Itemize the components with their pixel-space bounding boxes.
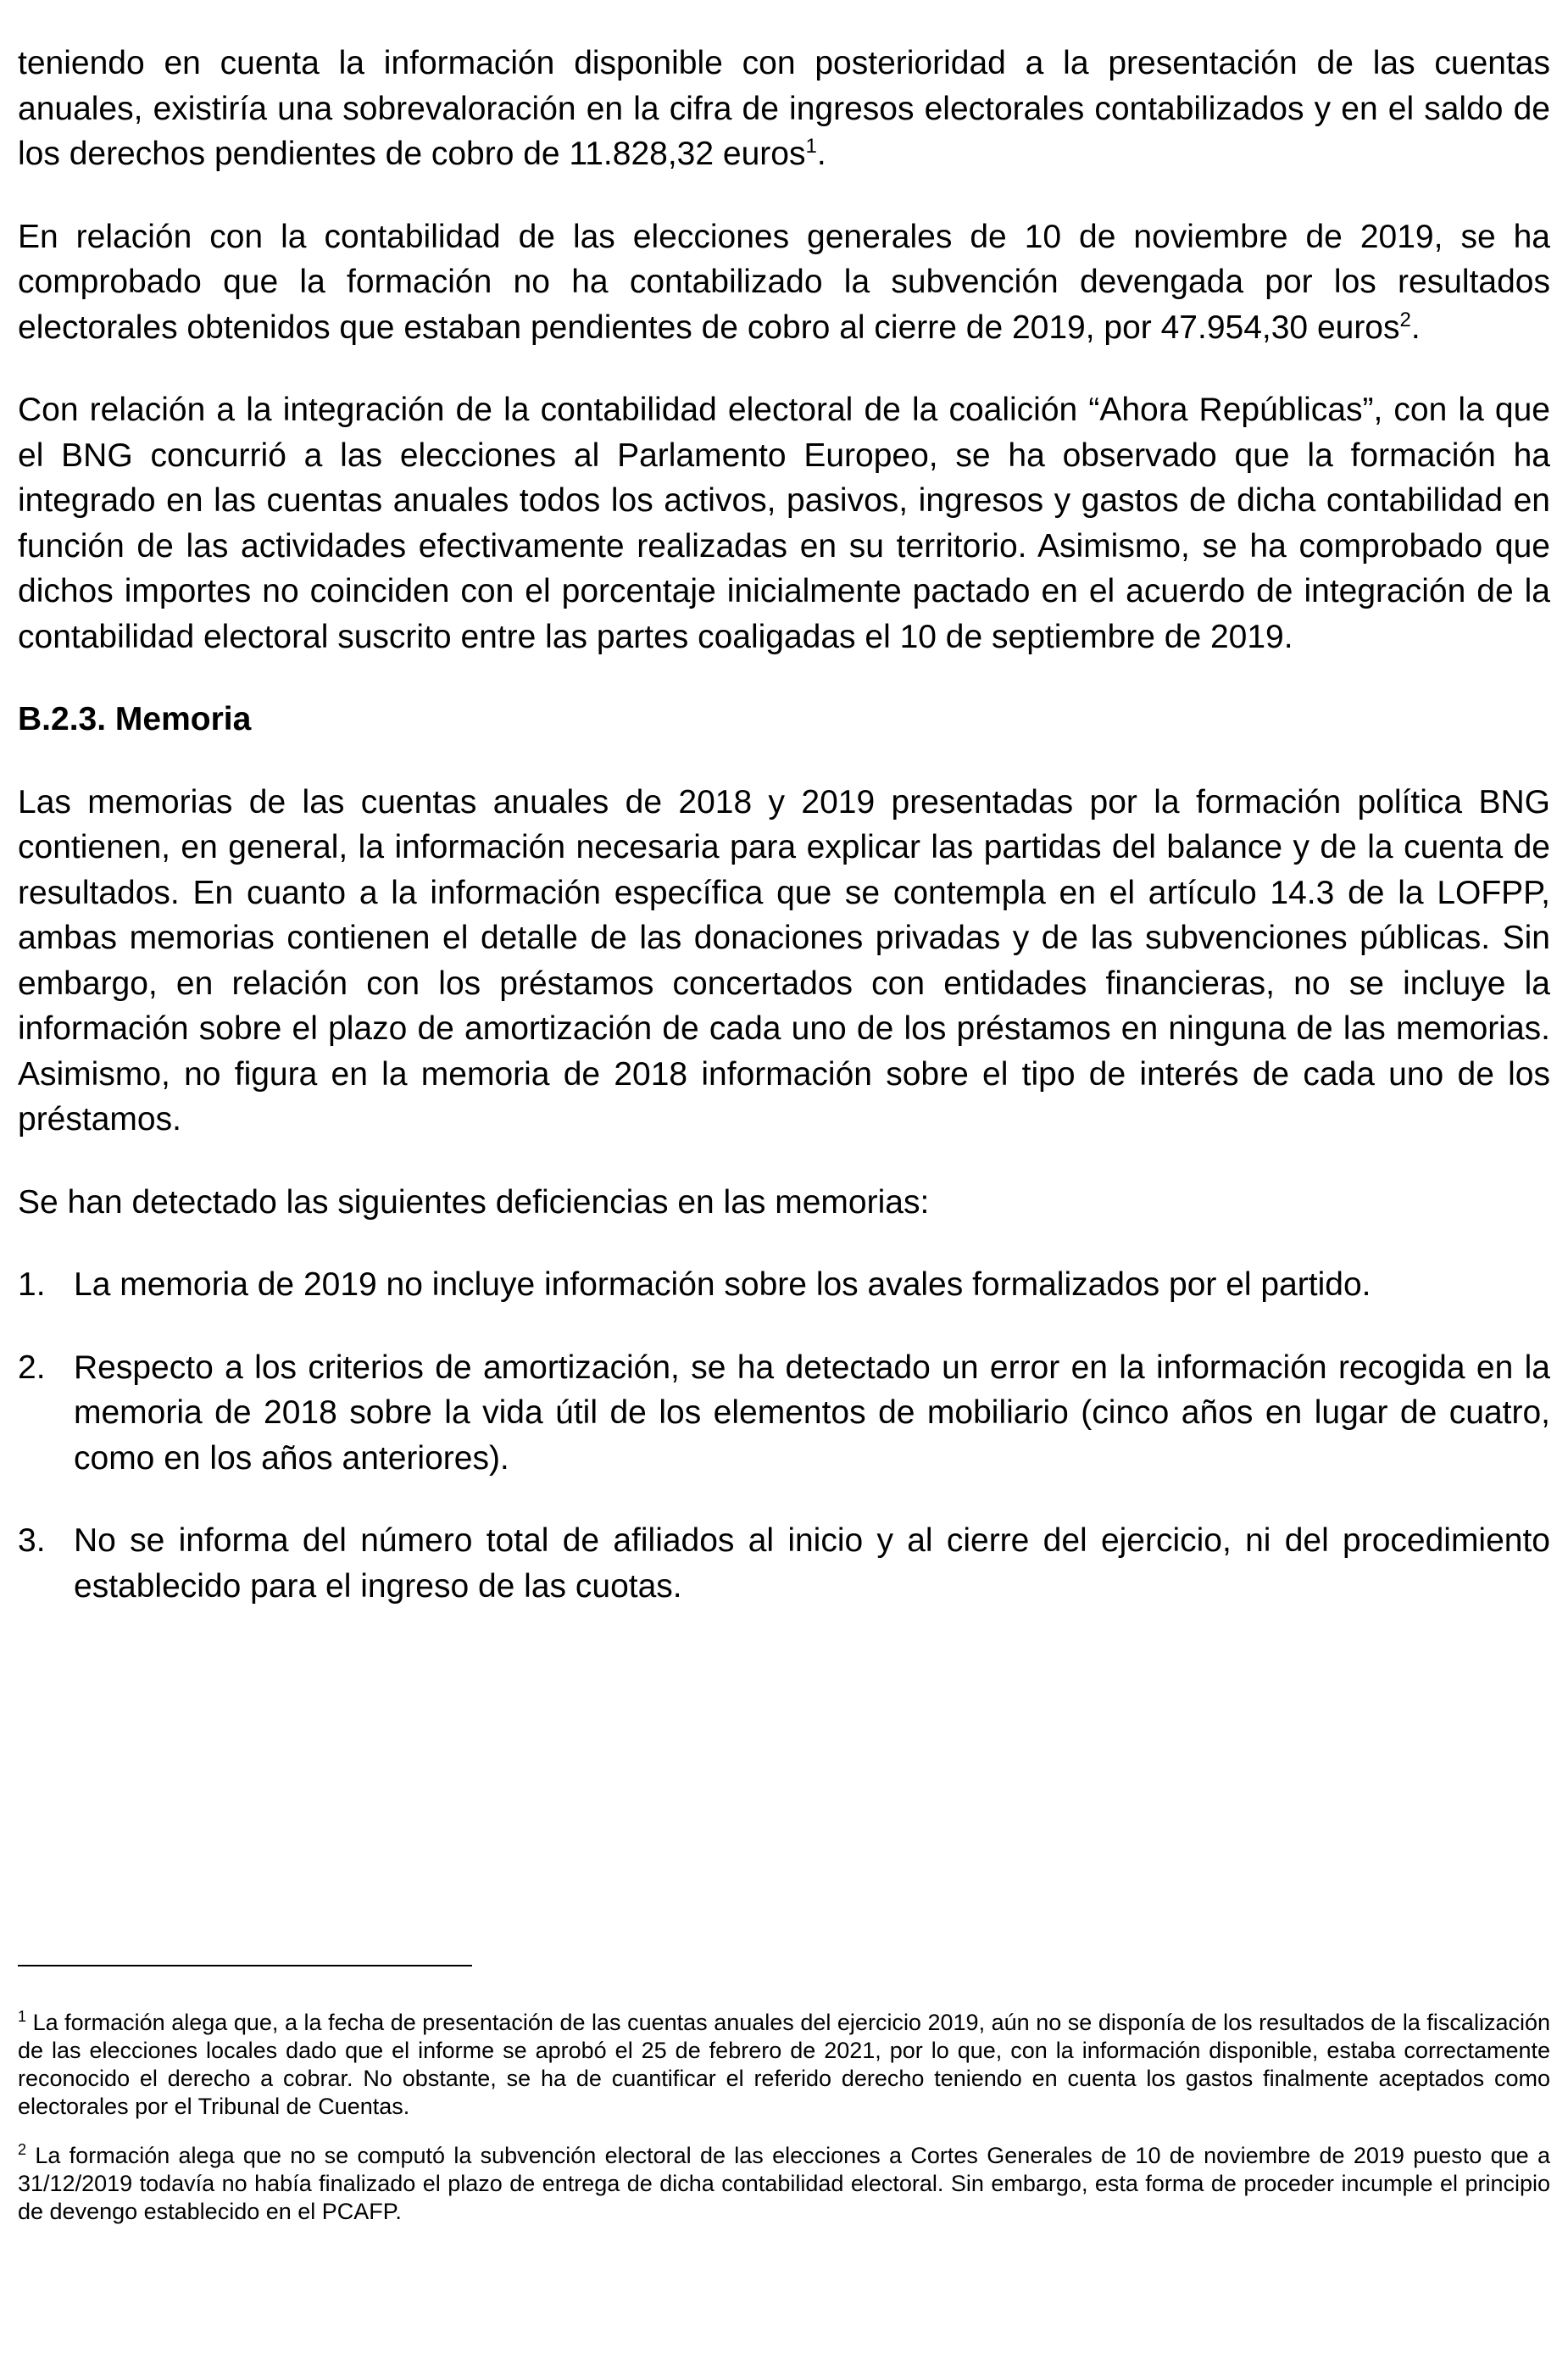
list-item bbox=[18, 1518, 1550, 1609]
paragraph-elecciones-generales bbox=[18, 214, 1550, 351]
paragraph-ingresos-sobrevaloracion bbox=[18, 41, 1550, 177]
footnote-ref-1[interactable]: 1 bbox=[805, 135, 817, 158]
list-item bbox=[18, 1262, 1550, 1308]
list-item-number: 1. bbox=[18, 1266, 46, 1303]
paragraph-tail: . bbox=[816, 136, 826, 172]
paragraph-text: teniendo en cuenta la información disponible con posterioridad a la presentación de las cuentas anuales, existiría una sobrevaloración en la cifra de ingresos electorales contabilizados y en el saldo de los derechos pendientes de cobro de 11.828,32 euros bbox=[18, 45, 1550, 172]
footnote-separator bbox=[18, 1965, 472, 1966]
section-heading-memoria: B.2.3. Memoria bbox=[18, 701, 252, 737]
footnote-ref-2[interactable]: 2 bbox=[1399, 308, 1411, 331]
list-item bbox=[18, 1345, 1550, 1482]
paragraph-tail: . bbox=[1410, 309, 1421, 346]
list-item-text: La memoria de 2019 no incluye información sobre los avales formalizados por el partido. bbox=[74, 1266, 1371, 1303]
paragraph-deficiencias-intro: Se han detectado las siguientes deficiencias en las memorias: bbox=[18, 1183, 930, 1221]
footnote-number: 2 bbox=[18, 2141, 27, 2158]
footnotes bbox=[18, 2009, 1550, 2247]
list-item-text: Respecto a los criterios de amortización, se ha detectado un error en la información recogida en la memoria de 2018 sobre la vida útil de los elementos de mobiliario (cinco años en lugar de cuatro, como en los años anteriores). bbox=[74, 1349, 1550, 1477]
footnote-2 bbox=[18, 2142, 1550, 2226]
footnote-1 bbox=[18, 2009, 1550, 2121]
document-body bbox=[18, 41, 1550, 1646]
paragraph-text: En relación con la contabilidad de las elecciones generales de 10 de noviembre de 2019, se ha comprobado que la formación no ha contabilizado la subvención devengada por los resultados electorales obtenidos que estaban pendientes de cobro al cierre de 2019, por 47.954,30 euros bbox=[18, 218, 1550, 346]
list-item-text: No se informa del número total de afiliados al inicio y al cierre del ejercicio, ni del procedimiento establecido para el ingreso de las cuotas. bbox=[74, 1522, 1550, 1605]
paragraph-memorias: Las memorias de las cuentas anuales de 2018 y 2019 presentadas por la formación política BNG contienen, en general, la información necesaria para explicar las partidas del balance y de la cuenta de resultados. En cuanto a la información específica que se contempla en el artículo 14.3 de la LOFPP, ambas memorias contienen el detalle de las donaciones privadas y de las subvenciones públicas. Sin embargo, en relación con los préstamos concertados con entidades financieras, no se incluye la información sobre el plazo de amortización de cada uno de los préstamos en ninguna de las memorias. Asimismo, no figura en la memoria de 2018 información sobre el tipo de interés de cada uno de los préstamos. bbox=[18, 783, 1550, 1138]
paragraph-ahora-republicas: Con relación a la integración de la contabilidad electoral de la coalición “Ahora Repúblicas”, con la que el BNG concurrió a las elecciones al Parlamento Europeo, se ha observado que la formación ha integrado en las cuentas anuales todos los activos, pasivos, ingresos y gastos de dicha contabilidad en función de las actividades efectivamente realizadas en su territorio. Asimismo, se ha comprobado que dichos importes no coinciden con el porcentaje inicialmente pactado en el acuerdo de integración de la contabilidad electoral suscrito entre las partes coaligadas el 10 de septiembre de 2019. bbox=[18, 392, 1550, 655]
list-item-number: 2. bbox=[18, 1349, 46, 1386]
list-item-number: 3. bbox=[18, 1522, 46, 1559]
deficiencies-list bbox=[18, 1262, 1550, 1609]
footnote-text: La formación alega que, a la fecha de presentación de las cuentas anuales del ejercicio 2019, aún no se disponía de los resultados de la fiscalización de las elecciones locales dado que el informe se aprobó el 25 de febrero de 2021, por lo que, con la información disponible, estaba correctamente reconocido el derecho a cobrar. No obstante, se ha de cuantificar el referido derecho teniendo en cuenta los gastos finalmente aceptados como electorales por el Tribunal de Cuentas. bbox=[18, 2010, 1550, 2119]
footnote-text: La formación alega que no se computó la subvención electoral de las elecciones a Cortes Generales de 10 de noviembre de 2019 puesto que a 31/12/2019 todavía no había finalizado el plazo de entrega de dicha contabilidad electoral. Sin embargo, esta forma de proceder incumple el principio de devengo establecido en el PCAFP. bbox=[18, 2143, 1550, 2224]
footnote-number: 1 bbox=[18, 2008, 27, 2025]
